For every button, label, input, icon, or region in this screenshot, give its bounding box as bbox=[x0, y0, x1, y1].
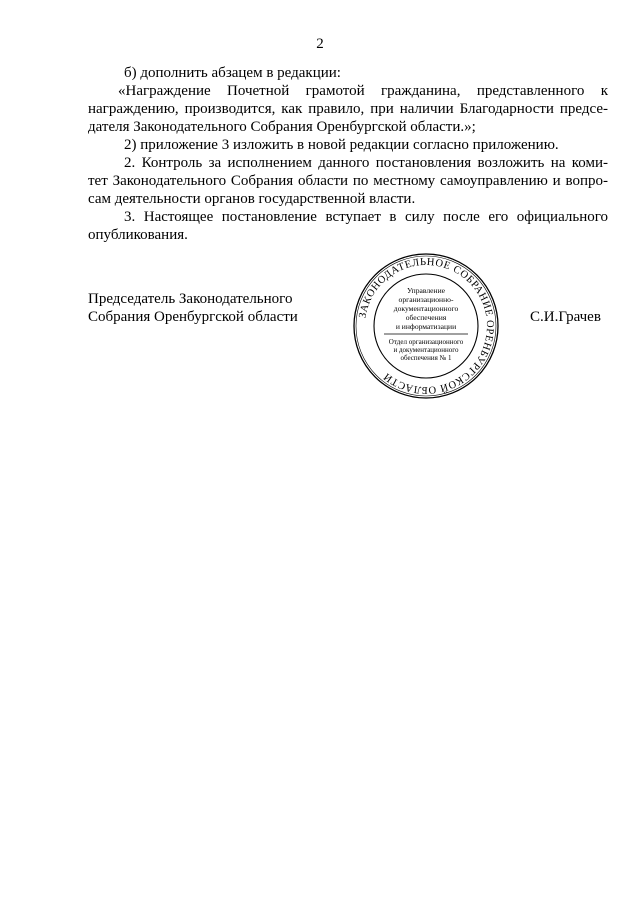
seal-line-2: организационно- bbox=[398, 295, 454, 304]
paragraph-effect-line-2: опубликования. bbox=[88, 227, 188, 243]
position-line-1: Председатель Законодательного bbox=[88, 291, 293, 307]
signatory-position bbox=[88, 290, 298, 326]
paragraph-2: 2) приложение 3 изложить в новой редакции согласно приложению. bbox=[124, 137, 559, 153]
seal-line-3: документационного bbox=[393, 304, 459, 313]
signatory-name: С.И.Грачев bbox=[530, 309, 601, 325]
seal-line-4: обеспечения bbox=[405, 313, 447, 322]
paragraph-control-line-1: 2. Контроль за исполнением данного постановления возложить на коми- bbox=[124, 155, 608, 171]
seal-line-6: Отдел организационного bbox=[388, 338, 464, 346]
quote-line-3: дателя Законодательного Собрания Оренбургской области.»; bbox=[88, 119, 476, 135]
paragraph-control-line-3: сам деятельности органов государственной власти. bbox=[88, 191, 416, 207]
seal-line-8: обеспечения № 1 bbox=[400, 354, 452, 362]
paragraph-effect-line-1: 3. Настоящее постановление вступает в силу после его официального bbox=[124, 209, 608, 225]
document-body bbox=[88, 64, 608, 244]
seal-line-5: и информатизации bbox=[395, 322, 457, 331]
position-line-2: Собрания Оренбургской области bbox=[88, 309, 298, 325]
seal-ring-text: ЗАКОНОДАТЕЛЬНОЕ СОБРАНИЕ ОРЕНБУРГСКОЙ ОБЛАСТИ bbox=[357, 256, 496, 396]
paragraph-b: б) дополнить абзацем в редакции: bbox=[124, 65, 341, 81]
page-number: 2 bbox=[316, 36, 324, 52]
paragraph-control-line-2: тет Законодательного Собрания области по местному самоуправлению и вопро- bbox=[88, 173, 608, 189]
seal-line-1: Управление bbox=[406, 286, 446, 295]
quote-line-1: «Награждение Почетной грамотой гражданина, представленного к bbox=[118, 83, 608, 99]
seal-line-7: и документационного bbox=[393, 346, 459, 354]
quote-line-2: награждению, производится, как правило, при наличии Благодарности предсе- bbox=[88, 101, 608, 117]
official-seal-stamp bbox=[352, 252, 500, 400]
